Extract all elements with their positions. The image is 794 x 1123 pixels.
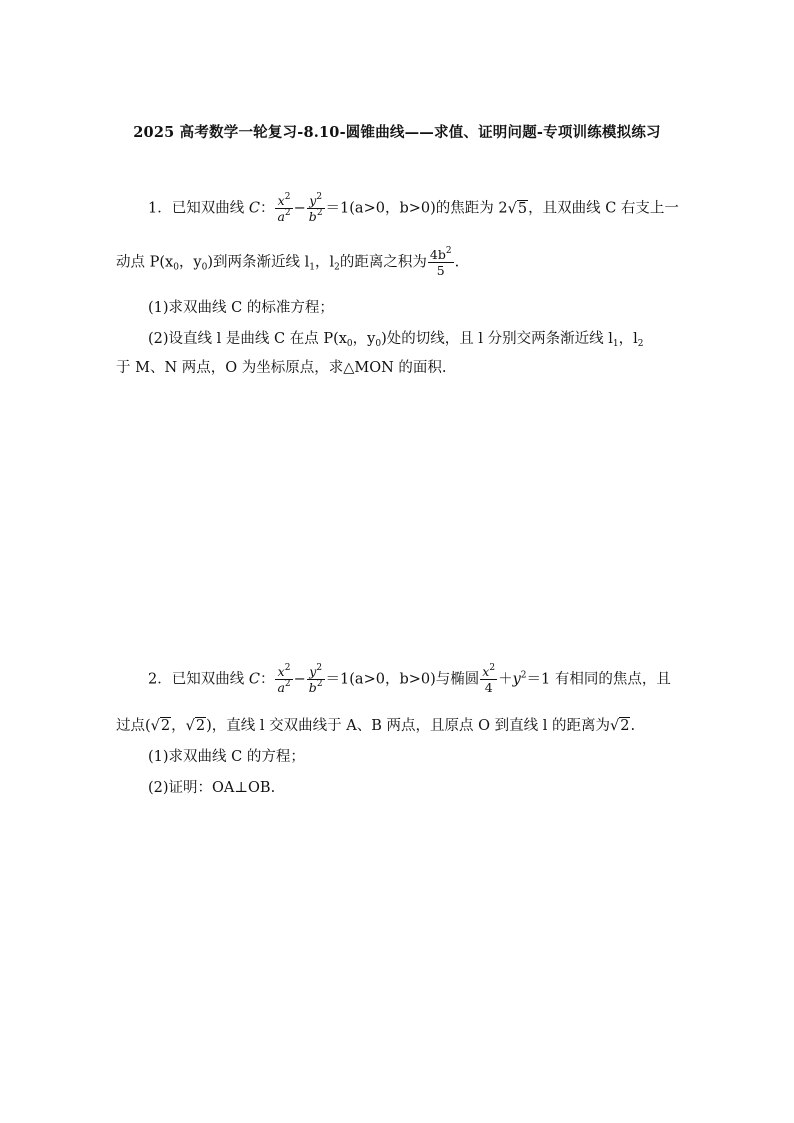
problem-1-part-2: (2)设直线 l 是曲线 C 在点 $P(x_0$，$y_0$)处的切线，且 l 分别交两条渐近线 $l_1$，$l_2$ [148, 331, 644, 349]
problem-2-part-2: (2)证明：OA⊥OB. [148, 780, 276, 796]
problem-1-part-1: (1)求双曲线 C 的标准方程； [148, 300, 334, 316]
problem-1-line-2: 动点 $P(x_0$，$y_0$)到两条渐近线 $l_1$，$l_2$的距离之积为 $\frac{4b^2}{5}$ . [116, 246, 460, 278]
fraction-x2-4: $\frac{x^2}{4}$ [482, 663, 496, 695]
page-title: 2025 高考数学一轮复习-8.10-圆锥曲线——求值、证明问题-专项训练模拟练习 [133, 124, 661, 141]
problem-2-line-2: 过点(√2，√2)，直线 l 交双曲线于 A、B 两点，且原点 O 到直线 l 的距离为√2. [116, 718, 636, 734]
fraction-x2-a2: $\frac{x^2}{a^2}$ [277, 663, 291, 695]
fraction-y2-b2: $\frac{y^2}{b^2}$ [308, 663, 323, 695]
problem-1-part-2-cont: 于 M、N 两点，O 为坐标原点，求△MON 的面积. [116, 360, 447, 376]
sqrt-symbol: √5 [507, 200, 528, 217]
problem-1-line-1: 1．已知双曲线 C： $\frac{x^2}{a^2}$ − $\frac{y^2}{b^2}$ ＝1(a>0，b>0)的焦距为 2√5，且双曲线 C 右支上一 [148, 192, 679, 224]
fraction-y2-b2: $\frac{y^2}{b^2}$ [308, 192, 323, 224]
fraction-4b2-5: $\frac{4b^2}{5}$ [429, 246, 452, 278]
problem-2-part-1: (1)求双曲线 C 的方程； [148, 749, 305, 765]
fraction-x2-a2: $\frac{x^2}{a^2}$ [277, 192, 291, 224]
problem-2-line-1: 2．已知双曲线 C： $\frac{x^2}{a^2}$ − $\frac{y^2}{b^2}$ ＝1(a>0，b>0)与椭圆 $\frac{x^2}{4}$ $+y^2=1$ 有相同的焦点，且 [148, 663, 671, 695]
